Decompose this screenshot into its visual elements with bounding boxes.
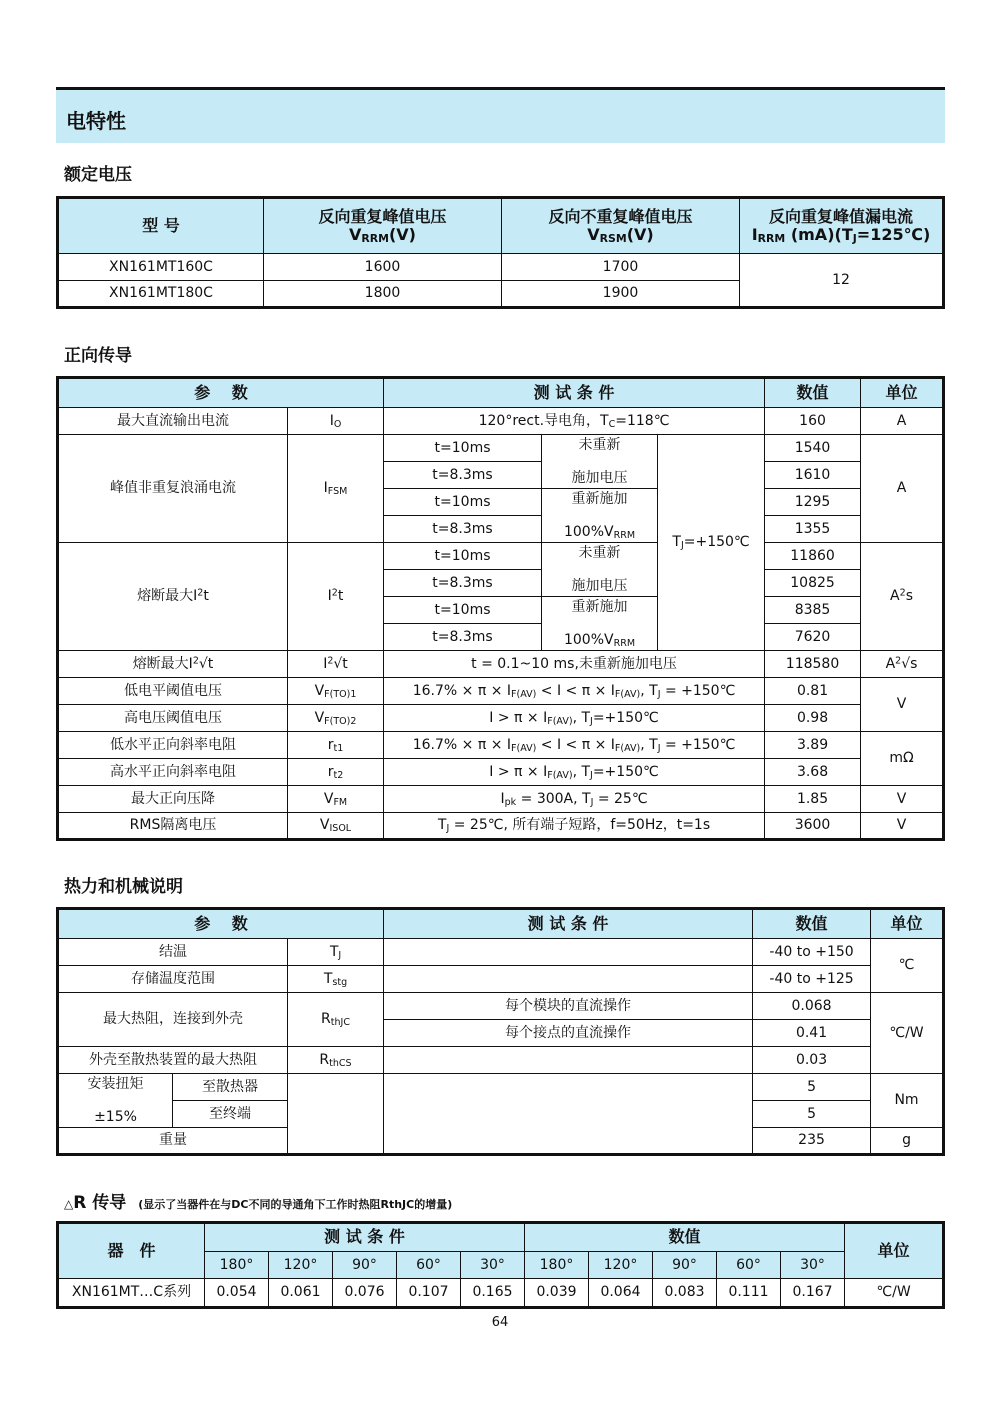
param-name: 低水平正向斜率电阻	[58, 732, 288, 759]
table-row	[58, 254, 944, 281]
time-cell: t=8.3ms	[384, 624, 542, 651]
test-condition: $16.7\% \times \pi \times I_{F(AV)} < I < \pi \times I_{F(AV)}$, $T_J$ = +150℃	[384, 732, 765, 759]
table-row	[58, 1279, 944, 1308]
table-row	[58, 705, 944, 732]
angle-cell: 60°	[397, 1252, 461, 1279]
param-name: 熔断最大$I^2√t$	[58, 651, 288, 678]
value-cell: 0.061	[269, 1279, 333, 1308]
param-symbol: $V_{ISOL}$	[288, 813, 384, 840]
test-condition	[384, 939, 753, 966]
time-cell: t=10ms	[384, 489, 542, 516]
param-symbol: $r_{t1}$	[288, 732, 384, 759]
param-name: RMS隔离电压	[58, 813, 288, 840]
vrsm-cell: 1700	[502, 254, 740, 281]
delta-r-note: (显示了当器件在与DC不同的导通角下工作时热阻RthJC的增量)	[138, 1198, 453, 1211]
value-cell: 0.41	[753, 1020, 871, 1047]
table-row	[58, 939, 944, 966]
param-name: 高水平正向斜率电阻	[58, 759, 288, 786]
param-symbol: $I_O$	[288, 408, 384, 435]
forward-heading: 正向传导	[64, 346, 132, 366]
unit-cell: $A^2s$	[861, 543, 944, 651]
value-cell: 1355	[765, 516, 861, 543]
param-symbol: $I^2t$	[288, 543, 384, 651]
value-cell: 0.167	[781, 1279, 845, 1308]
param-name: 熔断最大$I^2t$	[58, 543, 288, 651]
param-name: 最大直流输出电流	[58, 408, 288, 435]
param-name: 外壳至散热装置的最大热阻	[58, 1047, 288, 1074]
value-cell: 10825	[765, 570, 861, 597]
test-condition: $I > \pi \times I_{F(AV)}$, $T_J=+150℃$	[384, 759, 765, 786]
value-cell: 0.039	[525, 1279, 589, 1308]
param-name: 重量	[58, 1128, 288, 1155]
header-value: 数值	[525, 1223, 845, 1252]
param-symbol: $V_{FM}$	[288, 786, 384, 813]
table-row	[58, 759, 944, 786]
param-symbol: $T_{stg}$	[288, 966, 384, 993]
unit-cell: ℃/W	[845, 1279, 944, 1308]
device-cell: XN161MT…C系列	[58, 1279, 205, 1308]
param-symbol: $R_{thJC}$	[288, 993, 384, 1047]
value-cell: 0.98	[765, 705, 861, 732]
rated-voltage-table	[56, 196, 945, 309]
angle-cell: 90°	[333, 1252, 397, 1279]
angle-cell: 120°	[589, 1252, 653, 1279]
param-symbol: $R_{thCS}$	[288, 1047, 384, 1074]
model-cell: XN161MT160C	[58, 254, 264, 281]
angle-cell: 180°	[205, 1252, 269, 1279]
test-condition	[384, 1074, 753, 1155]
param-symbol: $T_J$	[288, 939, 384, 966]
table-row	[58, 408, 944, 435]
forward-table	[56, 376, 945, 841]
reapply-cell: 未重新 施加电压	[542, 435, 658, 489]
table-row	[58, 543, 944, 570]
value-cell: 160	[765, 408, 861, 435]
time-cell: t=8.3ms	[384, 570, 542, 597]
value-cell: 3.89	[765, 732, 861, 759]
param-symbol: $I^2√t$	[288, 651, 384, 678]
thermal-heading: 热力和机械说明	[64, 877, 183, 897]
value-cell: 0.107	[397, 1279, 461, 1308]
table-row	[58, 786, 944, 813]
value-cell: 1.85	[765, 786, 861, 813]
test-condition: t = 0.1~10 ms,未重新施加电压	[384, 651, 765, 678]
unit-cell: V	[861, 813, 944, 840]
header-model: 型 号	[58, 198, 264, 254]
test-condition: $T_J$ = 25℃, 所有端子短路，f=50Hz，t=1s	[384, 813, 765, 840]
param-name: 最大热阻，连接到外壳	[58, 993, 288, 1047]
header-vrsm: 反向不重复峰值电压 $V_{RSM}(V)$	[502, 198, 740, 254]
table-row	[58, 993, 944, 1020]
table-row	[58, 1047, 944, 1074]
value-cell: 0.03	[753, 1047, 871, 1074]
header-unit: 单位	[871, 909, 944, 939]
unit-cell: g	[871, 1128, 944, 1155]
thermal-table	[56, 907, 945, 1156]
table-row	[58, 651, 944, 678]
param-symbol: $V_{F(TO)1}$	[288, 678, 384, 705]
table-row	[58, 1074, 944, 1101]
value-cell: 1540	[765, 435, 861, 462]
model-cell: XN161MT180C	[58, 281, 264, 308]
unit-cell: A	[861, 408, 944, 435]
page-number: 64	[491, 1315, 509, 1330]
header-param: 参 数	[58, 909, 384, 939]
time-cell: t=10ms	[384, 435, 542, 462]
table-row	[58, 435, 944, 462]
header-cond: 测 试 条 件	[205, 1223, 525, 1252]
value-cell: 1610	[765, 462, 861, 489]
value-cell: 8385	[765, 597, 861, 624]
value-cell: 0.064	[589, 1279, 653, 1308]
param-name: 安装扭矩 ±15%	[58, 1074, 173, 1128]
value-cell: 0.068	[753, 993, 871, 1020]
value-cell: 5	[753, 1101, 871, 1128]
param-name: 低电平阈值电压	[58, 678, 288, 705]
angle-cell: 180°	[525, 1252, 589, 1279]
param-symbol: $r_{t2}$	[288, 759, 384, 786]
param-symbol	[288, 1074, 384, 1155]
value-cell: 0.165	[461, 1279, 525, 1308]
param-symbol: $V_{F(TO)2}$	[288, 705, 384, 732]
vrrm-cell: 1600	[264, 254, 502, 281]
header-irrm: 反向重复峰值漏电流 $I_{RRM}$ $(mA)(T_J=125℃)$	[740, 198, 944, 254]
table-header	[58, 198, 944, 254]
angle-cell: 60°	[717, 1252, 781, 1279]
table-row	[58, 966, 944, 993]
header-cond: 测 试 条 件	[384, 909, 753, 939]
time-cell: t=8.3ms	[384, 516, 542, 543]
reapply-cell: 重新施加 $100\%V_{RRM}$	[542, 597, 658, 651]
value-cell: 0.111	[717, 1279, 781, 1308]
table-row	[58, 732, 944, 759]
time-cell: t=8.3ms	[384, 462, 542, 489]
param-symbol: $I_{FSM}$	[288, 435, 384, 543]
header-value: 数值	[753, 909, 871, 939]
angle-cell: 30°	[461, 1252, 525, 1279]
table-header	[58, 909, 944, 939]
angle-cell: 120°	[269, 1252, 333, 1279]
param-name: 结温	[58, 939, 288, 966]
value-cell: 118580	[765, 651, 861, 678]
test-condition: 每个模块的直流操作	[384, 993, 753, 1020]
reapply-cell: 重新施加 $100\%V_{RRM}$	[542, 489, 658, 543]
param-name: 存储温度范围	[58, 966, 288, 993]
angle-cell: 30°	[781, 1252, 845, 1279]
table-header	[58, 378, 944, 408]
reapply-cell: 未重新 施加电压	[542, 543, 658, 597]
value-cell: 7620	[765, 624, 861, 651]
value-cell: 0.054	[205, 1279, 269, 1308]
value-cell: 5	[753, 1074, 871, 1101]
test-condition: $16.7\% \times \pi \times I_{F(AV)} < I < \pi \times I_{F(AV)}$, $T_J$ = +150℃	[384, 678, 765, 705]
header-unit: 单位	[861, 378, 944, 408]
unit-cell: ℃/W	[871, 993, 944, 1074]
header-param: 参 数	[58, 378, 384, 408]
test-condition: 120°rect.导电角，$T_C=118℃$	[384, 408, 765, 435]
unit-cell: mΩ	[861, 732, 944, 786]
tj-cell: $T_J=+150℃$	[658, 435, 765, 651]
rated-voltage-heading: 额定电压	[64, 165, 132, 185]
irrm-cell: 12	[740, 254, 944, 308]
angle-cell: 90°	[653, 1252, 717, 1279]
header-device: 器 件	[58, 1223, 205, 1279]
value-cell: -40 to +125	[753, 966, 871, 993]
header-value: 数值	[765, 378, 861, 408]
test-condition	[384, 966, 753, 993]
table-row	[58, 678, 944, 705]
param-name: 最大正向压降	[58, 786, 288, 813]
delta-r-table	[56, 1221, 945, 1309]
param-name: 峰值非重复浪涌电流	[58, 435, 288, 543]
unit-cell: A	[861, 435, 944, 543]
header-unit: 单位	[845, 1223, 944, 1279]
banner-title: 电特性	[66, 109, 126, 133]
delta-r-heading: △R 传导 (显示了当器件在与DC不同的导通角下工作时热阻RthJC的增量)	[64, 1193, 453, 1213]
value-cell: 3.68	[765, 759, 861, 786]
param-subname: 至散热器	[173, 1074, 288, 1101]
unit-cell: ℃	[871, 939, 944, 993]
header-vrrm: 反向重复峰值电压 $V_{RRM}(V)$	[264, 198, 502, 254]
unit-cell: V	[861, 678, 944, 732]
test-condition	[384, 1047, 753, 1074]
test-condition: 每个接点的直流操作	[384, 1020, 753, 1047]
value-cell: 11860	[765, 543, 861, 570]
section-banner	[56, 87, 945, 143]
value-cell: 3600	[765, 813, 861, 840]
unit-cell: Nm	[871, 1074, 944, 1128]
value-cell: -40 to +150	[753, 939, 871, 966]
unit-cell: V	[861, 786, 944, 813]
vrrm-cell: 1800	[264, 281, 502, 308]
test-condition: $I_{pk} = 300A$, $T_J$ = 25℃	[384, 786, 765, 813]
table-header	[58, 1223, 944, 1252]
value-cell: 0.076	[333, 1279, 397, 1308]
value-cell: 0.81	[765, 678, 861, 705]
value-cell: 0.083	[653, 1279, 717, 1308]
unit-cell: $A^2√s$	[861, 651, 944, 678]
vrsm-cell: 1900	[502, 281, 740, 308]
time-cell: t=10ms	[384, 543, 542, 570]
time-cell: t=10ms	[384, 597, 542, 624]
param-subname: 至终端	[173, 1101, 288, 1128]
table-row	[58, 813, 944, 840]
param-name: 高电压阈值电压	[58, 705, 288, 732]
value-cell: 1295	[765, 489, 861, 516]
value-cell: 235	[753, 1128, 871, 1155]
test-condition: $I > \pi \times I_{F(AV)}$, $T_J=+150℃$	[384, 705, 765, 732]
header-cond: 测 试 条 件	[384, 378, 765, 408]
